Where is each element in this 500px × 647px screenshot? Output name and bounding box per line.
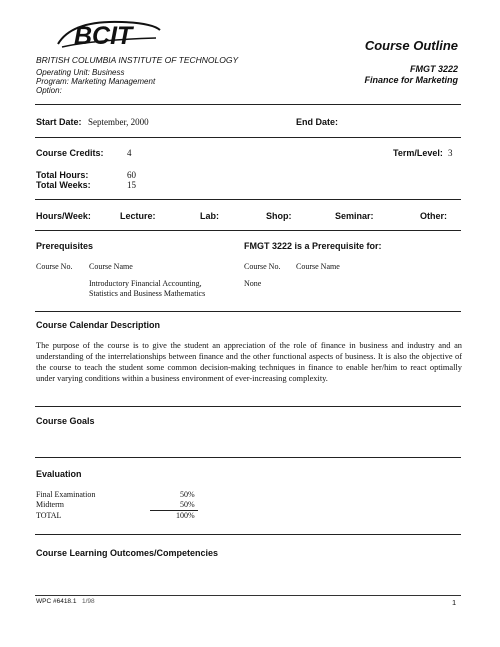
course-code: FMGT 3222 <box>409 64 458 74</box>
footer-divider <box>35 595 461 596</box>
eval-row-value: 50% <box>180 500 195 509</box>
weeks-value: 15 <box>127 180 136 190</box>
prereq-col-name: Course Name <box>89 262 133 271</box>
doc-title: Course Outline <box>364 38 458 53</box>
other-label: Other: <box>420 211 447 221</box>
footer-code: WPC #6418.1 <box>36 598 77 605</box>
institution-name: BRITISH COLUMBIA INSTITUTE OF TECHNOLOGY <box>36 55 239 65</box>
logo-text: BCIT <box>74 22 133 50</box>
end-date-label: End Date: <box>296 117 339 127</box>
prereq-title: Prerequisites <box>36 241 94 251</box>
eval-row-label: Midterm <box>36 500 64 509</box>
divider <box>35 406 461 407</box>
hours-label: Total Hours: <box>36 170 89 180</box>
program: Program: Marketing Management <box>36 77 156 86</box>
term-label: Term/Level: <box>393 148 443 158</box>
eval-row-value: 100% <box>176 511 195 520</box>
start-date-value: September, 2000 <box>88 117 149 127</box>
credits-value: 4 <box>127 148 132 158</box>
hours-week-label: Hours/Week: <box>36 211 91 221</box>
shop-label: Shop: <box>266 211 292 221</box>
hours-value: 60 <box>127 170 136 180</box>
calendar-title: Course Calendar Description <box>36 320 161 330</box>
lab-label: Lab: <box>200 211 219 221</box>
term-value: 3 <box>448 148 453 158</box>
prereq-item-line2: Statistics and Business Mathematics <box>89 289 206 298</box>
eval-row-label: TOTAL <box>36 511 62 520</box>
divider <box>35 230 461 231</box>
option: Option: <box>36 86 62 95</box>
seminar-label: Seminar: <box>335 211 374 221</box>
prereq-col-no: Course No. <box>36 262 73 271</box>
course-title: Finance for Marketing <box>364 75 458 85</box>
prereq-for-title: FMGT 3222 is a Prerequisite for: <box>244 241 382 251</box>
prereq-for-col-no: Course No. <box>244 262 281 271</box>
page-number: 1 <box>452 598 457 607</box>
divider <box>35 199 461 200</box>
divider <box>35 457 461 458</box>
eval-row-value: 50% <box>180 490 195 499</box>
goals-title: Course Goals <box>36 416 95 426</box>
divider <box>35 534 461 535</box>
evaluation-title: Evaluation <box>36 469 82 479</box>
operating-unit: Operating Unit: Business <box>36 68 125 77</box>
start-date-label: Start Date: <box>36 117 82 127</box>
weeks-label: Total Weeks: <box>36 180 91 190</box>
prereq-item-line1: Introductory Financial Accounting, <box>89 279 202 288</box>
credits-label: Course Credits: <box>36 148 104 158</box>
prereq-for-value: None <box>244 279 262 288</box>
footer-code-date: 1/98 <box>82 598 95 605</box>
calendar-description: The purpose of the course is to give the student an appreciation of the role of finance in business and industry and an understanding of the interrelationships between finance and the other functional aspects of business. It is also the objective of the course to teach the student some common decision-making techniques in finance to enable her/him to react optimally under varying conditions within a business environment of ever-increasing complexity. <box>36 341 462 383</box>
divider <box>35 311 461 312</box>
divider <box>35 104 461 105</box>
prereq-for-col-name: Course Name <box>296 262 340 271</box>
eval-row-label: Final Examination <box>36 490 96 499</box>
outcomes-title: Course Learning Outcomes/Competencies <box>36 548 219 558</box>
bcit-logo <box>52 16 164 50</box>
divider <box>35 137 461 138</box>
lecture-label: Lecture: <box>120 211 156 221</box>
